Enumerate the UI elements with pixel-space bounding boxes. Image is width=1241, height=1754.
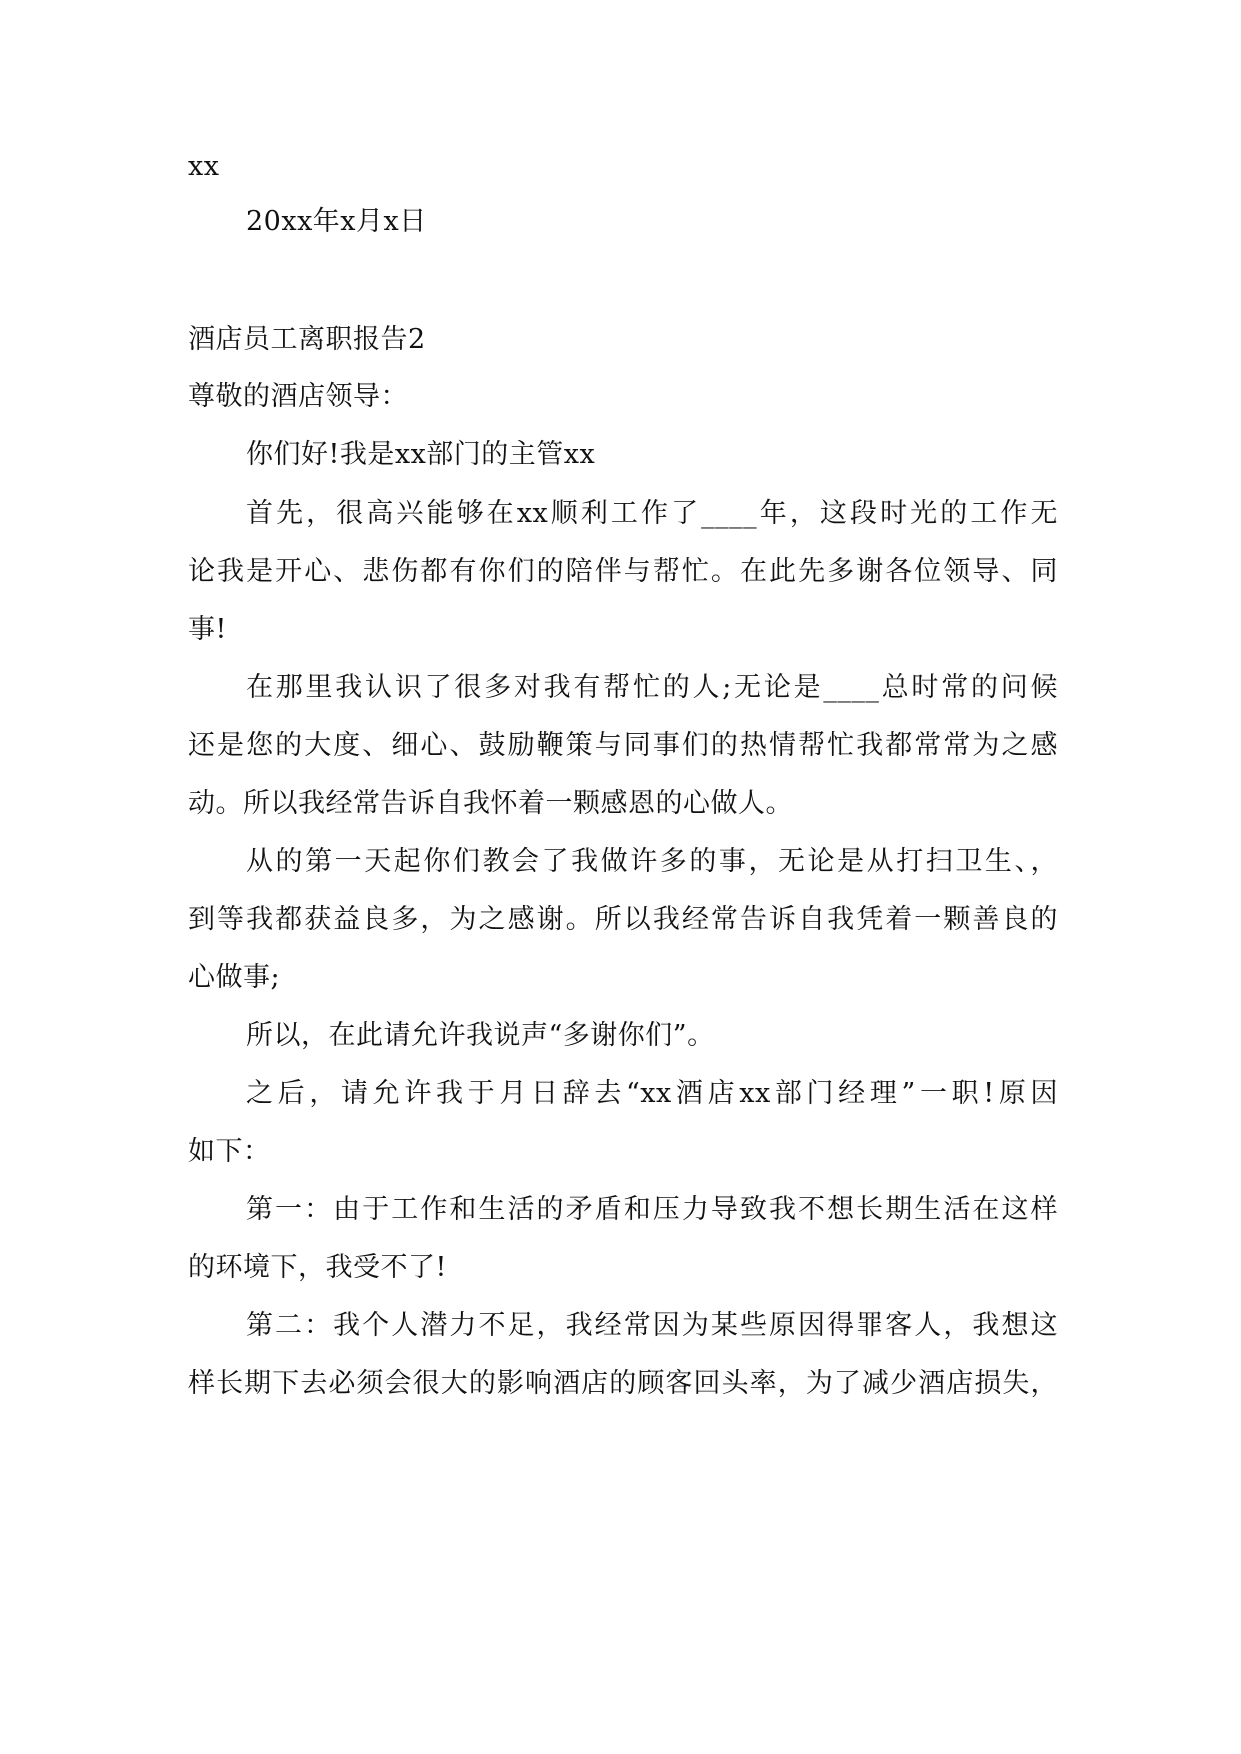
paragraph-line: 你们好!我是xx部门的主管xx [246, 439, 596, 470]
paragraph-line: 的环境下，我受不了! [188, 1252, 447, 1283]
paragraph-line: 论我是开心、悲伤都有你们的陪伴与帮忙。在此先多谢各位领导、同 [188, 556, 1058, 587]
paragraph-line: 所以，在此请允许我说声“多谢你们”。 [246, 1020, 715, 1051]
paragraph-line: 在那里我认识了很多对我有帮忙的人;无论是____总时常的问候 [246, 672, 1058, 703]
paragraph-line: 如下： [188, 1136, 271, 1167]
paragraph-line: 之后，请允许我于月日辞去“xx酒店xx部门经理”一职!原因 [246, 1078, 1058, 1109]
signature-date: 20xx年x月x日 [246, 206, 427, 237]
paragraph-line: 样长期下去必须会很大的影响酒店的顾客回头率，为了减少酒店损失， [188, 1368, 1058, 1399]
salutation: 尊敬的酒店领导： [188, 381, 408, 412]
paragraph-line: 事! [188, 614, 227, 645]
paragraph-line: 还是您的大度、细心、鼓励鞭策与同事们的热情帮忙我都常常为之感 [188, 730, 1058, 761]
paragraph-line: 第二：我个人潜力不足，我经常因为某些原因得罪客人，我想这 [246, 1310, 1058, 1341]
paragraph-line: 从的第一天起你们教会了我做许多的事，无论是从打扫卫生、， [246, 846, 1058, 877]
section-title: 酒店员工离职报告2 [188, 324, 426, 355]
paragraph-line: 心做事; [188, 962, 281, 993]
paragraph-line: 动。所以我经常告诉自我怀着一颗感恩的心做人。 [188, 788, 793, 819]
signature-name: xx [188, 151, 220, 182]
paragraph-line: 首先，很高兴能够在xx顺利工作了____年，这段时光的工作无 [246, 498, 1058, 529]
paragraph-line: 到等我都获益良多，为之感谢。所以我经常告诉自我凭着一颗善良的 [188, 904, 1058, 935]
paragraph-line: 第一：由于工作和生活的矛盾和压力导致我不想长期生活在这样 [246, 1194, 1058, 1225]
